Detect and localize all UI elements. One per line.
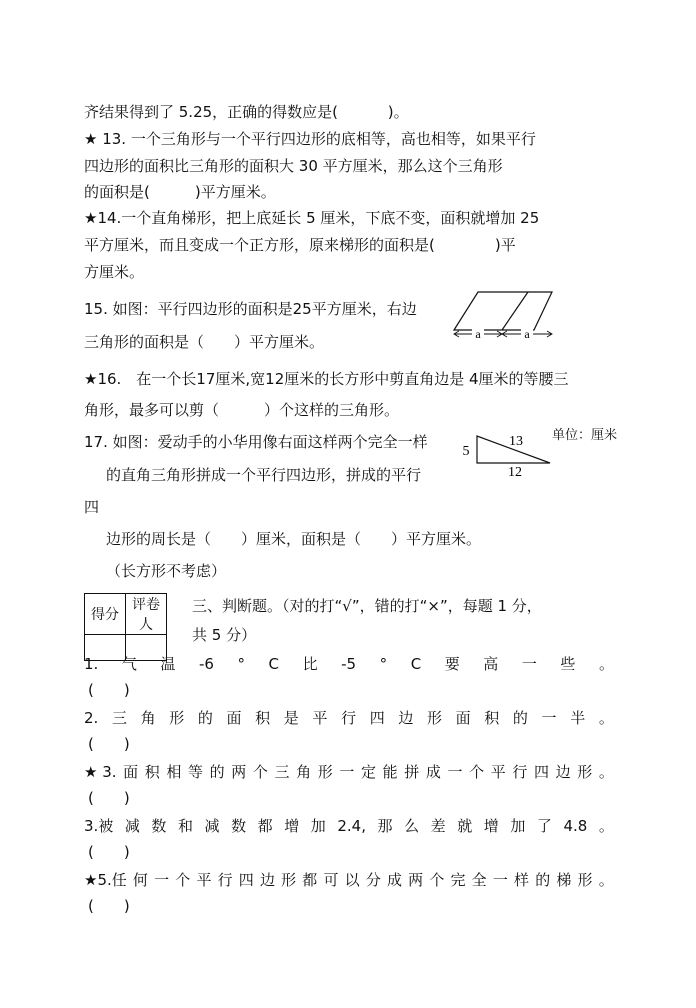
figure17-side-5: 5 (462, 444, 470, 459)
statement-token: 拼 (404, 763, 420, 781)
statement-token: 行 (341, 709, 357, 727)
statement-token: 减 (204, 817, 220, 835)
statement-token: 积 (255, 709, 271, 727)
q15-line1: 15. 如图：平行四边形的面积是25平方厘米，右边 (84, 300, 417, 318)
statement-token: 行 (512, 763, 528, 781)
statement-token: 边 (259, 871, 275, 889)
statement-token: 。 (598, 655, 614, 673)
statement-token: 平 (490, 763, 506, 781)
score-header: 得分 (85, 594, 126, 635)
statement-token: 增 (284, 817, 300, 835)
statement-token: ° (237, 655, 245, 673)
statement-token: -6 (198, 655, 214, 673)
q13-line1: ★ 13. 一个三角形与一个平行四边形的底相等，高也相等，如果平行 (84, 130, 536, 148)
statement-token: 全 (471, 871, 487, 889)
statement-token: 角 (296, 763, 312, 781)
q17-line4: 边形的周长是（ ）厘米，面积是（ ）平方厘米。 (106, 530, 482, 548)
figure15-label-a-left: a (475, 327, 481, 341)
statement-token: 两 (231, 763, 247, 781)
section3-heading: 三、判断题。（对的打“√”，错的打“×”，每题 1 分， (192, 597, 542, 615)
statement-token: 1. (84, 655, 99, 673)
statement-token: 形 (577, 763, 593, 781)
statement-token: 梯 (556, 871, 572, 889)
statement-token: 完 (450, 871, 466, 889)
statement-token: 四 (534, 763, 550, 781)
statement-token: 温 (160, 655, 176, 673)
statement-token: 都 (302, 871, 318, 889)
statement-token: 样 (514, 871, 530, 889)
figure-right-triangle (460, 425, 560, 480)
judge-item-5-paren: ( ) (88, 897, 130, 915)
statement-token: 个 (175, 871, 191, 889)
statement-token: 2. (84, 709, 99, 727)
score-table (84, 593, 167, 661)
statement-token: 那 (377, 817, 393, 835)
statement-token: 和 (177, 817, 193, 835)
statement-token: ★ 3. (84, 763, 117, 781)
statement-token: 一 (339, 763, 355, 781)
statement-token: 三 (274, 763, 290, 781)
statement-token: 4.8 (563, 817, 588, 835)
statement-token: 的 (535, 871, 551, 889)
statement-token: 气 (121, 655, 137, 673)
statement-token: 等 (188, 763, 204, 781)
statement-token: C (410, 655, 422, 673)
statement-token: 形 (577, 871, 593, 889)
q17-line2: 的直角三角形拼成一个平行四边形，拼成的平行 (106, 466, 422, 484)
statement-token: 比 (302, 655, 318, 673)
q15-line2: 三角形的面积是（ ）平方厘米。 (84, 333, 325, 351)
q13-line3: 的面积是( )平方厘米。 (84, 183, 276, 201)
statement-token: 以 (344, 871, 360, 889)
q17-line1: 17. 如图：爱动手的小华用像右面这样两个完全一样 (84, 433, 428, 451)
statement-token: 一 (154, 871, 170, 889)
statement-token: 可 (323, 871, 339, 889)
q17-line3: 四 (84, 498, 100, 516)
statement-token: 相 (166, 763, 182, 781)
statement-token: 的 (197, 709, 213, 727)
statement-token: 2.4, (337, 817, 366, 835)
figure17-unit-label: 单位：厘米 (552, 428, 618, 443)
statement-token: 个 (469, 763, 485, 781)
statement-token: 都 (257, 817, 273, 835)
statement-token: 么 (404, 817, 420, 835)
statement-token: 就 (457, 817, 473, 835)
statement-token: 角 (140, 709, 156, 727)
figure-parallelogram (450, 288, 560, 343)
q16-line1: ★16. 在一个长17厘米,宽12厘米的长方形中剪直角边是 4厘米的等腰三 (84, 370, 569, 388)
statement-token: 面 (123, 763, 139, 781)
grader-header: 评卷人 (126, 594, 167, 635)
statement-token: 能 (382, 763, 398, 781)
judge-item-4 (84, 817, 614, 835)
q14-line3: 方厘米。 (84, 263, 145, 281)
judge-item-3 (84, 763, 614, 781)
judge-item-2 (84, 709, 614, 727)
statement-token: 半 (570, 709, 586, 727)
statement-token: 行 (217, 871, 233, 889)
figure17-base-12: 12 (508, 465, 522, 480)
statement-token: 一 (541, 709, 557, 727)
statement-token: 何 (132, 871, 148, 889)
statement-token: 积 (144, 763, 160, 781)
statement-token: 些 (560, 655, 576, 673)
statement-token: 差 (430, 817, 446, 835)
statement-token: 形 (317, 763, 333, 781)
statement-token: C (268, 655, 280, 673)
judge-item-2-paren: ( ) (88, 735, 130, 753)
q13-line2: 四边形的面积比三角形的面积大 30 平方厘米，那么这个三角形 (84, 157, 503, 175)
statement-token: 要 (444, 655, 460, 673)
statement-token: 一 (521, 655, 537, 673)
statement-token: 分 (365, 871, 381, 889)
statement-token: 边 (555, 763, 571, 781)
statement-token: 成 (386, 871, 402, 889)
judge-item-3-paren: ( ) (88, 789, 130, 807)
statement-token: 加 (510, 817, 526, 835)
statement-token: 数 (231, 817, 247, 835)
statement-token: 形 (281, 871, 297, 889)
statement-token: 。 (598, 817, 614, 835)
statement-token: 定 (361, 763, 377, 781)
statement-token: 两 (408, 871, 424, 889)
statement-token: ★5.任 (84, 871, 127, 889)
statement-token: 个 (429, 871, 445, 889)
figure17-hypotenuse-13: 13 (509, 434, 523, 449)
statement-token: 形 (169, 709, 185, 727)
statement-token: 加 (310, 817, 326, 835)
section3-heading-cont: 共 5 分） (192, 626, 257, 644)
statement-token: 四 (238, 871, 254, 889)
statement-token: 。 (598, 709, 614, 727)
statement-token: 了 (536, 817, 552, 835)
statement-token: 的 (209, 763, 225, 781)
statement-token: 边 (398, 709, 414, 727)
q16-line2: 角形，最多可以剪（ ）个这样的三角形。 (84, 401, 400, 419)
statement-token: 平 (196, 871, 212, 889)
statement-token: -5 (341, 655, 357, 673)
statement-token: 是 (283, 709, 299, 727)
statement-token: 面 (226, 709, 242, 727)
statement-token: 成 (425, 763, 441, 781)
statement-token: 。 (598, 871, 614, 889)
q14-line2: 平方厘米，而且变成一个正方形，原来梯形的面积是( )平 (84, 236, 516, 254)
statement-token: 。 (598, 763, 614, 781)
statement-token: 增 (483, 817, 499, 835)
statement-token: 四 (369, 709, 385, 727)
statement-token: 积 (484, 709, 500, 727)
statement-token: 三 (111, 709, 127, 727)
statement-token: 一 (447, 763, 463, 781)
statement-token: 形 (426, 709, 442, 727)
statement-token: 3.被 (84, 817, 114, 835)
statement-token: 一 (492, 871, 508, 889)
q12-tail: 齐结果得到了 5.25，正确的得数应是( )。 (84, 103, 409, 121)
statement-token: 的 (512, 709, 528, 727)
judge-item-4-paren: ( ) (88, 843, 130, 861)
judge-item-5 (84, 871, 614, 889)
statement-token: 数 (151, 817, 167, 835)
figure15-label-a-right: a (524, 327, 530, 341)
q17-line5: （长方形不考虑） (106, 562, 227, 580)
statement-token: 减 (124, 817, 140, 835)
statement-token: 面 (455, 709, 471, 727)
statement-token: ° (379, 655, 388, 673)
judge-item-1-paren: ( ) (88, 681, 130, 699)
statement-token: 高 (483, 655, 499, 673)
statement-token: 个 (252, 763, 268, 781)
q14-line1: ★14.一个直角梯形，把上底延长 5 厘米，下底不变，面积就增加 25 (84, 209, 540, 227)
statement-token: 平 (312, 709, 328, 727)
judge-item-1 (84, 655, 614, 673)
